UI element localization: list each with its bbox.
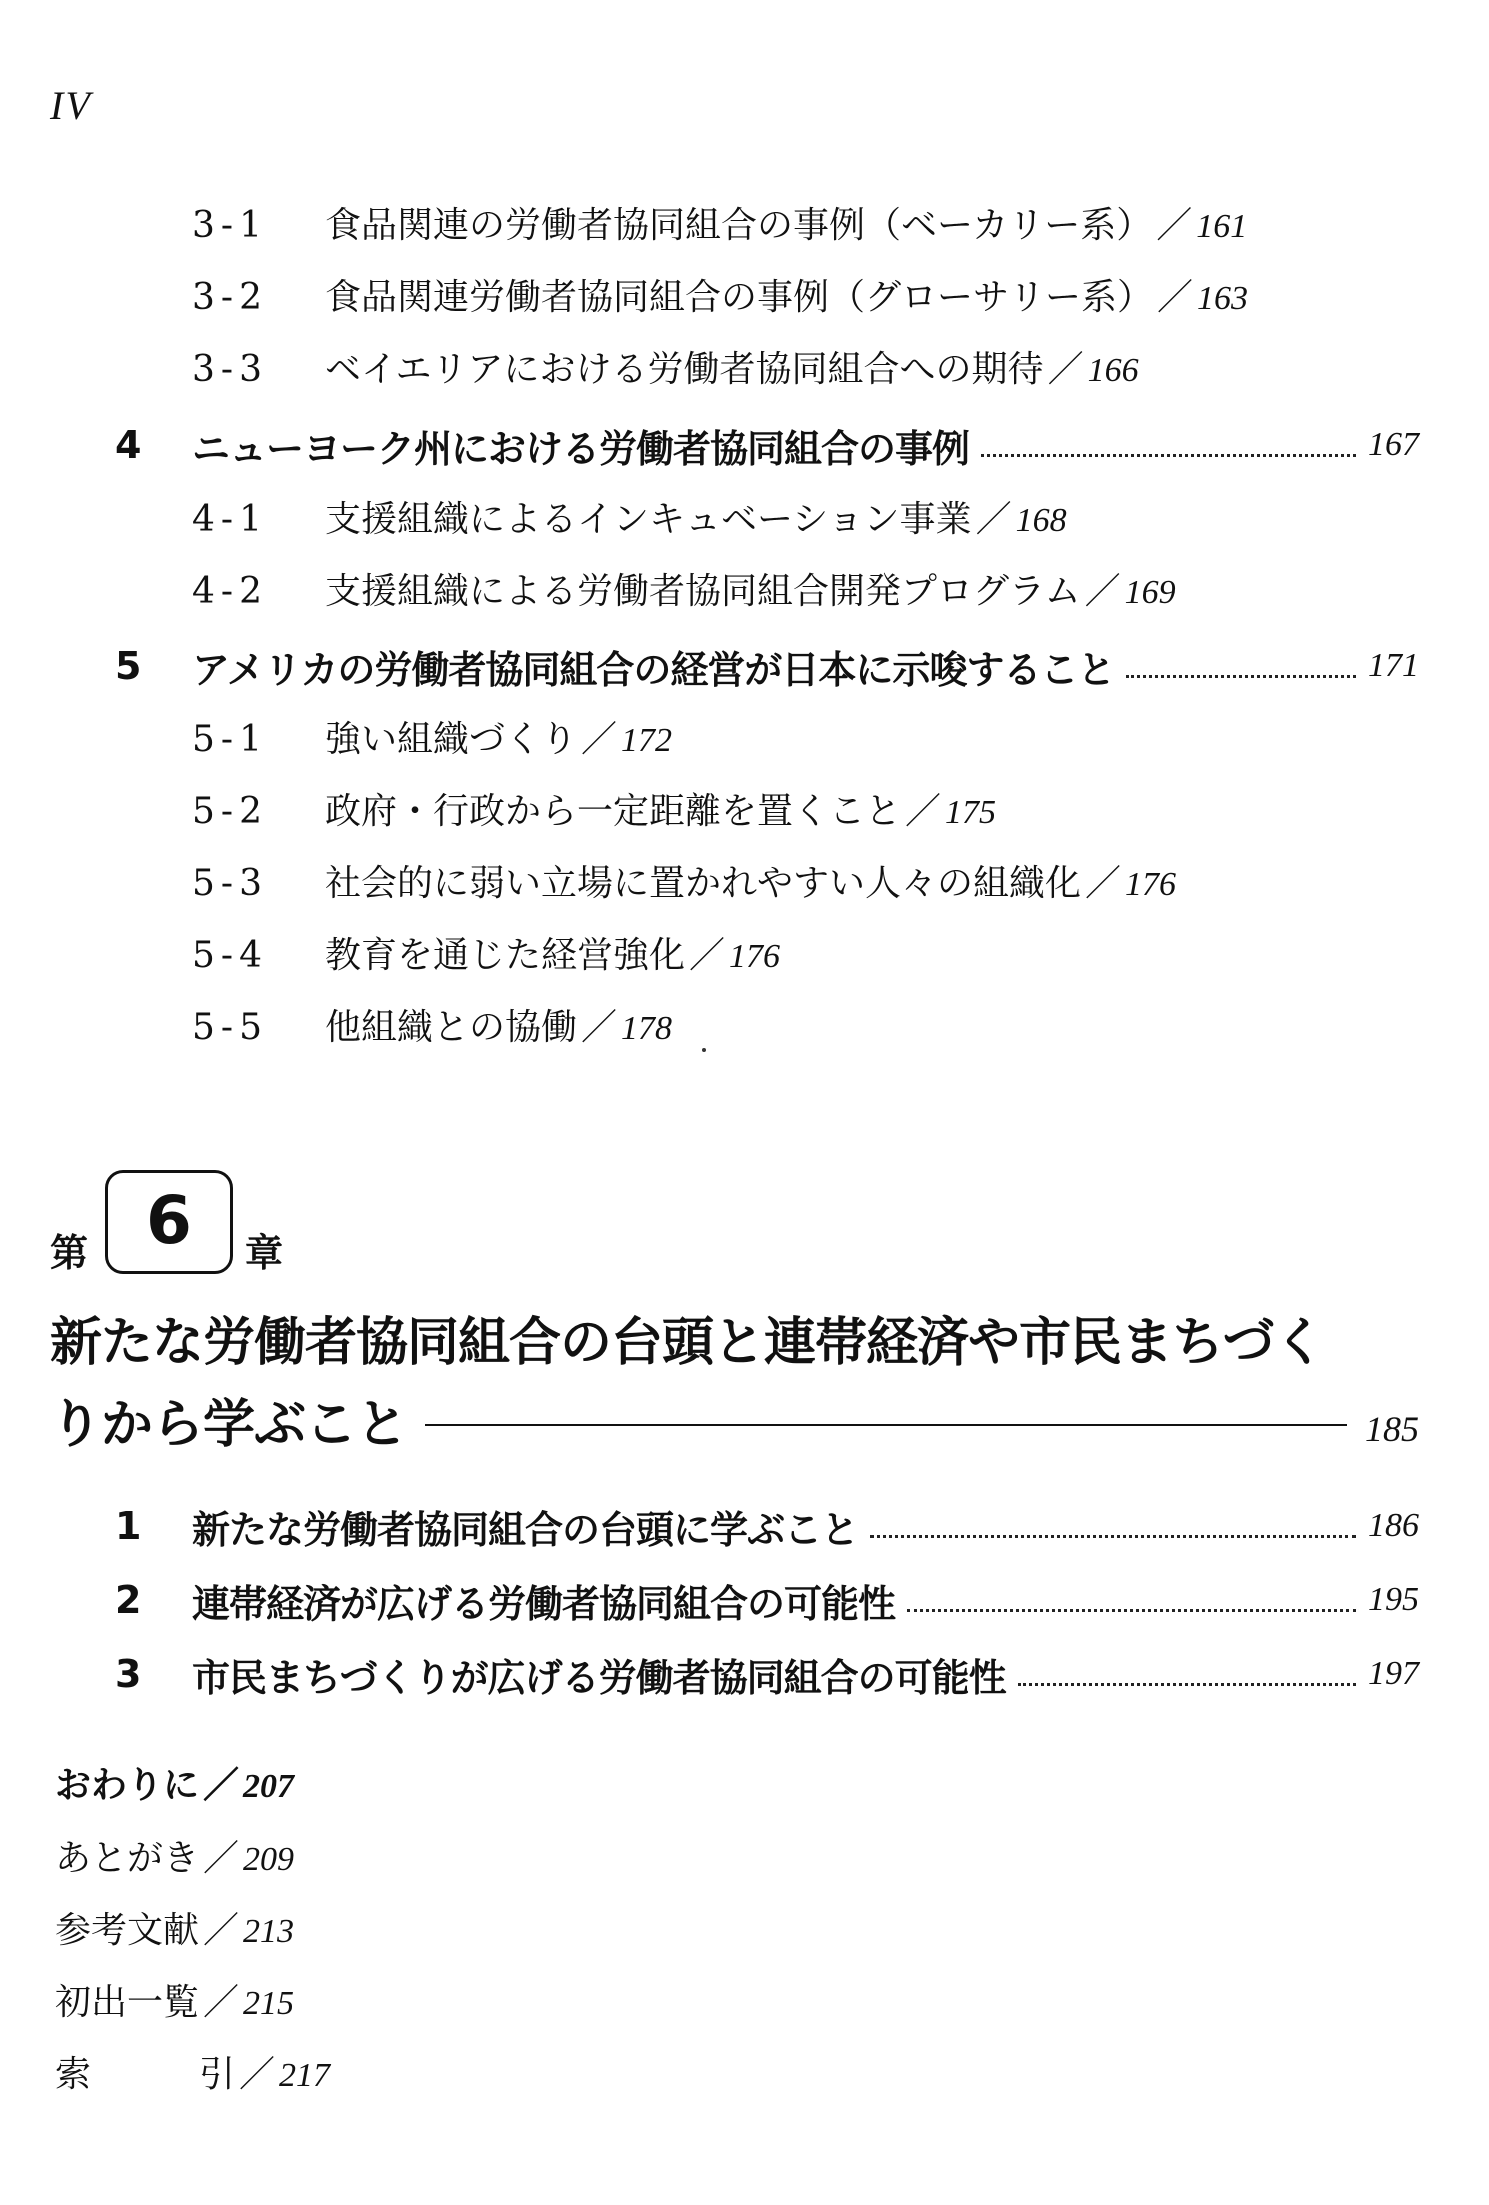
section-title: 市民まちづくりが広げる労働者協同組合の可能性 [192,1655,1006,1700]
chapter-number-box: 6 [105,1170,233,1274]
chapter-prefix: 第 [50,1231,89,1275]
page-ref: 171 [1368,647,1419,684]
chapter-suffix: 章 [245,1231,284,1275]
subsection-title: 強い組織づくり ／ 172 [325,719,673,760]
section-number: 4 [115,423,142,467]
chapter-heading [50,1170,450,1280]
leader-dots [1126,675,1356,678]
page-ref: 185 [1365,1409,1419,1449]
subsection-number: 4-1 [192,499,268,540]
toc-back-atogaki[interactable]: あとがき ／ 209 [55,1838,295,1879]
subsection-number: 3-3 [192,349,268,390]
print-speck [702,1048,706,1052]
subsection-number: 5-4 [192,935,268,976]
page-number: IV [50,83,92,128]
subsection-title: 食品関連の労働者協同組合の事例（ベーカリー系） ／ 161 [325,205,1248,246]
subsection-number: 5-1 [192,719,268,760]
section-title: ニューヨーク州における労働者協同組合の事例 [192,426,970,471]
page-ref: 215 [243,1985,295,2022]
page-ref: 197 [1368,1655,1419,1692]
section-number: 3 [115,1652,142,1696]
page-ref: 175 [945,794,997,831]
subsection-title: 教育を通じた経営強化 ／ 176 [325,935,781,976]
leader-dots [907,1609,1356,1612]
chapter-title-line1[interactable]: 新たな労働者協同組合の台頭と連帯経済や市民まちづく [50,1313,1325,1373]
toc-chapter-section-1[interactable] [0,1496,1489,1556]
toc-subsection-3-3[interactable] [0,340,1489,400]
subsection-number: 3-1 [192,205,268,246]
toc-back-sankou-bunken[interactable]: 参考文献 ／ 213 [55,1910,295,1951]
section-title: 新たな労働者協同組合の台頭に学ぶこと [192,1507,859,1552]
page-ref: 209 [243,1841,295,1878]
chapter-title-text: りから学ぶこと [50,1394,408,1455]
page-ref: 176 [729,938,781,975]
subsection-number: 5-2 [192,791,268,832]
page-ref: 161 [1196,208,1248,245]
toc-subsection-4-2[interactable] [0,562,1489,622]
page-ref: 178 [621,1010,673,1047]
subsection-title: 政府・行政から一定距離を置くこと ／ 175 [325,791,997,832]
page-ref: 166 [1087,352,1139,389]
subsection-title: ベイエリアにおける労働者協同組合への期待 ／ 166 [325,349,1139,390]
section-title: 連帯経済が広げる労働者協同組合の可能性 [192,1581,896,1626]
subsection-number: 5-5 [192,1007,268,1048]
page-ref: 169 [1124,574,1176,611]
leader-dots [981,454,1356,457]
subsection-title: 支援組織による労働者協同組合開発プログラム ／ 169 [325,571,1176,612]
section-number: 2 [115,1578,142,1622]
page-ref: 207 [243,1768,295,1805]
toc-chapter-section-3[interactable] [0,1644,1489,1704]
section-title: アメリカの労働者協同組合の経営が日本に示唆すること [192,647,1115,692]
subsection-number: 4-2 [192,571,268,612]
leader-dots [870,1535,1356,1538]
toc-subsection-5-3[interactable] [0,854,1489,914]
leader-dots [1018,1683,1356,1686]
subsection-title: 社会的に弱い立場に置かれやすい人々の組織化 ／ 176 [325,863,1177,904]
page-ref: 172 [621,722,673,759]
toc-subsection-3-1[interactable] [0,196,1489,256]
page-ref: 195 [1368,1581,1419,1618]
toc-subsection-5-2[interactable] [0,782,1489,842]
page-ref: 163 [1197,280,1249,317]
subsection-number: 3-2 [192,277,268,318]
subsection-title: 他組織との協働 ／ 178 [325,1007,673,1048]
page-ref: 186 [1368,1507,1419,1544]
toc-subsection-4-1[interactable] [0,490,1489,550]
toc-section-4[interactable] [0,415,1489,475]
toc-subsection-5-4[interactable] [0,926,1489,986]
subsection-number: 5-3 [192,863,268,904]
toc-section-5[interactable] [0,636,1489,696]
subsection-title: 食品関連労働者協同組合の事例（グローサリー系） ／ 163 [325,277,1249,318]
page-ref: 217 [279,2057,331,2094]
toc-subsection-5-1[interactable] [0,710,1489,770]
section-number: 5 [115,644,142,688]
leader-rule [425,1424,1347,1426]
page-ref: 213 [243,1913,295,1950]
page-ref: 167 [1368,426,1419,463]
toc-back-owarini[interactable]: おわりに ／ 207 [55,1765,295,1806]
page-ref: 176 [1125,866,1177,903]
subsection-title: 支援組織によるインキュベーション事業 ／ 168 [325,499,1067,540]
toc-back-sakuin[interactable]: 索 引 ／ 217 [55,2054,331,2095]
section-number: 1 [115,1504,142,1548]
toc-subsection-3-2[interactable] [0,268,1489,328]
toc-chapter-section-2[interactable] [0,1570,1489,1630]
toc-subsection-5-5[interactable] [0,998,1489,1058]
page-ref: 168 [1015,502,1067,539]
chapter-title-line2[interactable] [50,1381,1419,1457]
toc-back-shoshutsu-ichiran[interactable]: 初出一覧 ／ 215 [55,1982,295,2023]
